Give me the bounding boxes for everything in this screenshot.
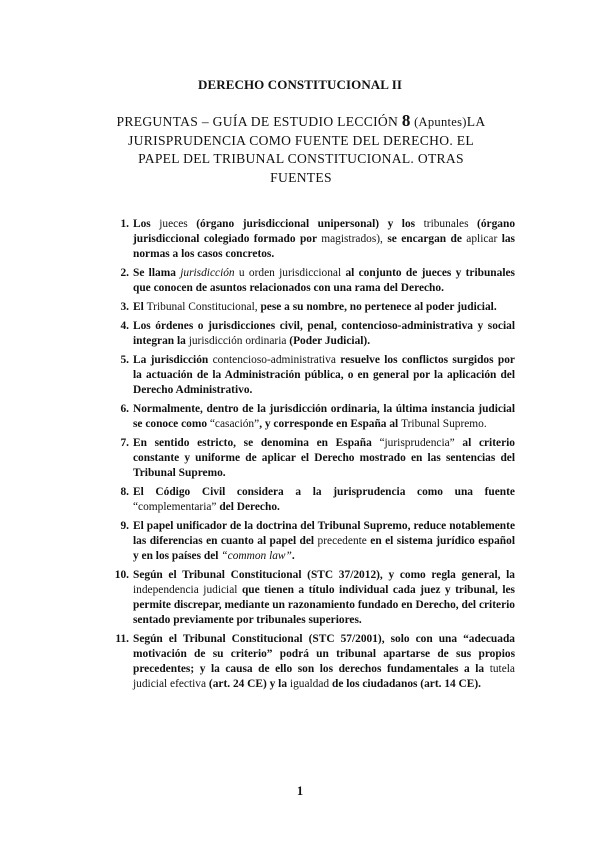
item-number: 11. <box>115 633 129 645</box>
item-text-segment: Se llama <box>133 267 181 279</box>
item-text-segment: Tribunal Constitucional, <box>146 301 261 313</box>
item-text-segment: , y corresponde en España al <box>259 418 402 430</box>
item-text-segment: “casación” <box>209 418 260 430</box>
item-text-segment: u orden jurisdiccional <box>234 267 346 279</box>
item-text-segment: (órgano jurisdiccional colegiado formado por <box>133 218 516 245</box>
item-text-segment: jurisdicción ordinaria <box>188 335 290 347</box>
item-text-segment: (Poder Judicial). <box>289 335 371 347</box>
lesson-number: 8 <box>401 111 411 130</box>
title-prefix: PREGUNTAS – GUÍA DE ESTUDIO LECCIÓN <box>116 114 402 129</box>
item-text-segment: (art. 24 CE) y la <box>208 678 290 690</box>
item-number: 2. <box>120 267 129 279</box>
item-text-segment: La jurisdicción <box>133 354 213 366</box>
item-text-segment: . <box>291 550 295 562</box>
list-item <box>120 402 515 432</box>
item-text-segment: El Código Civil considera a la jurisprudencia como una fuente <box>133 486 515 498</box>
item-number: 9. <box>120 520 129 532</box>
item-text-segment: al criterio constante y uniforme de aplicar el Derecho mostrado en las sentencias del Tribunal Supremo. <box>133 437 515 479</box>
item-text-segment: del Derecho. <box>216 501 280 513</box>
item-text-segment: al conjunto de jueces y tribunales que conocen de asuntos relacionados con una rama del Derecho. <box>133 267 515 294</box>
item-text-segment: magistrados), <box>321 233 388 245</box>
item-text-segment: pese a su nombre, no pertenece al poder judicial. <box>260 301 497 313</box>
list-item <box>120 485 515 515</box>
item-text-segment: resuelve los conflictos surgidos por la actuación de la Administración pública, o en general por la aplicación del Derecho Administrativo. <box>133 354 515 396</box>
question-list <box>114 217 516 696</box>
item-text-segment: aplicar <box>466 233 502 245</box>
item-text-segment: Según el Tribunal Constitucional (STC 57/2001), solo con una “adecuada motivación de su criterio” podrá un tribunal apartarse de sus propios precedentes; y la causa de ello son los derechos fundamentales a la <box>133 633 515 675</box>
list-item <box>120 436 515 481</box>
item-number: 1. <box>120 218 129 230</box>
item-text-segment: Tribunal Supremo. <box>401 418 487 430</box>
item-text-segment: se encargan de <box>387 233 467 245</box>
title-rest: LA JURISPRUDENCIA COMO FUENTE DEL DERECHO. EL PAPEL DEL TRIBUNAL CONSTITUCIONAL. OTRAS FUENTES <box>128 114 486 185</box>
item-number: 8. <box>120 486 129 498</box>
item-text-segment: El papel unificador de la doctrina del Tribunal Supremo, reduce notablemente las diferencias en cuanto al papel del <box>133 520 515 547</box>
item-number: 4. <box>120 320 129 332</box>
item-text-segment: independencia judicial <box>133 584 242 596</box>
item-text-segment: jueces <box>159 218 197 230</box>
item-text-segment: de los ciudadanos (art. 14 CE). <box>331 678 482 690</box>
item-text-segment: El <box>133 301 147 313</box>
list-item <box>120 217 516 262</box>
item-number: 5. <box>120 354 129 366</box>
item-text-segment: en el sistema jurídico español y en los países del <box>133 535 515 562</box>
list-item <box>115 632 515 692</box>
item-text-segment: “complementaria” <box>133 501 217 513</box>
item-text-segment: Según el Tribunal Constitucional (STC 37/2012), y como regla general, la <box>133 569 515 581</box>
item-text-segment: Los <box>133 218 160 230</box>
item-text-segment: “jurisprudencia” <box>379 437 455 449</box>
item-text-segment: las normas a los casos concretos. <box>133 233 515 260</box>
item-text-segment: tutela judicial efectiva <box>133 663 515 690</box>
list-item <box>120 353 515 398</box>
item-text-segment: jurisdicción <box>180 267 235 279</box>
item-text-segment: igualdad <box>289 678 332 690</box>
list-item <box>114 568 515 628</box>
item-number: 10. <box>114 569 129 581</box>
title-note: (Apuntes) <box>410 115 467 129</box>
item-text-segment: que tienen a título individual cada juez y tribunal, les permite discrepar, mediante un razonamiento fundado en Derecho, del criterio sentado previamente por tribunales superiores. <box>133 584 515 626</box>
list-item <box>120 519 515 564</box>
item-number: 3. <box>120 301 129 313</box>
course-title: DERECHO CONSTITUCIONAL II <box>197 77 403 92</box>
item-text-segment: (órgano jurisdiccional unipersonal) y los <box>196 218 424 230</box>
item-text-segment: En sentido estricto, se denomina en España <box>133 437 380 449</box>
item-text-segment: precedente <box>317 535 371 547</box>
page-number: 1 <box>296 784 304 798</box>
list-item <box>120 266 515 296</box>
item-text-segment: contencioso-administrativa <box>212 354 341 366</box>
list-item <box>120 319 515 349</box>
item-text-segment: Normalmente, dentro de la jurisdicción ordinaria, la última instancia judicial se conoce como <box>133 403 515 430</box>
item-text-segment: tribunales <box>423 218 478 230</box>
item-number: 6. <box>120 403 129 415</box>
item-text-segment: “common law” <box>221 550 292 562</box>
item-number: 7. <box>120 437 129 449</box>
item-text-segment: Los órdenes o jurisdicciones civil, penal, contencioso-administrativa y social integran la <box>133 320 515 347</box>
lesson-title <box>112 112 490 187</box>
list-item <box>120 300 515 315</box>
